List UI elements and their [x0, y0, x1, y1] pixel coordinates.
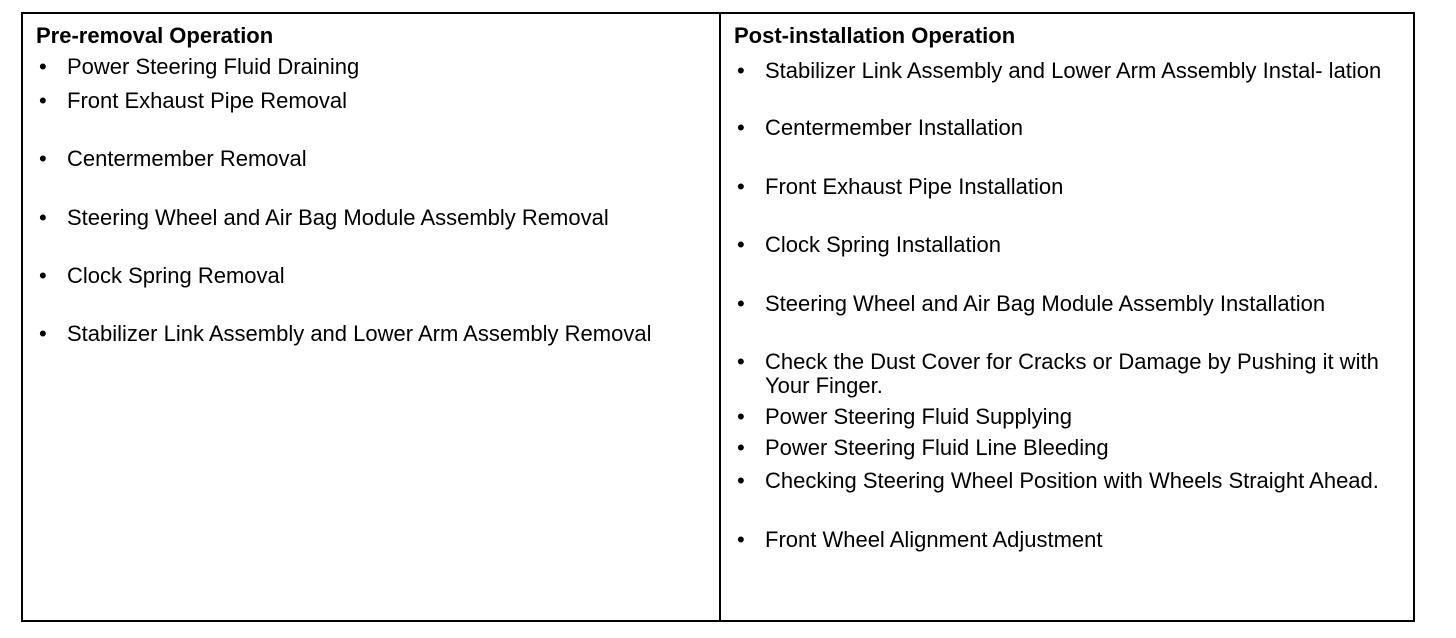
bullet-icon: •	[737, 349, 745, 374]
bullet-icon: •	[737, 115, 745, 140]
list-item	[734, 175, 1406, 199]
list-item	[36, 55, 706, 79]
list-item-text: Clock Spring Removal	[67, 263, 285, 288]
column-divider	[719, 14, 721, 620]
list-item-text: Centermember Removal	[67, 146, 307, 171]
list-item	[734, 528, 1406, 552]
list-item	[36, 206, 706, 230]
bullet-icon: •	[737, 468, 745, 493]
bullet-icon: •	[39, 263, 47, 288]
list-item-text: Clock Spring Installation	[765, 232, 1002, 257]
list-item	[734, 350, 1399, 398]
list-item	[36, 147, 706, 171]
list-item	[734, 405, 1406, 429]
bullet-icon: •	[737, 174, 745, 199]
bullet-icon: •	[737, 58, 745, 83]
bullet-icon: •	[737, 232, 745, 257]
list-item	[734, 436, 1406, 460]
list-item-text: Steering Wheel and Air Bag Module Assembly Installation	[765, 291, 1326, 316]
list-item-text: Stabilizer Link Assembly and Lower Arm Assembly Removal	[67, 321, 652, 346]
list-item	[36, 264, 706, 288]
bullet-icon: •	[39, 146, 47, 171]
list-item	[734, 233, 1406, 257]
bullet-icon: •	[39, 54, 47, 79]
list-item-text: Front Exhaust Pipe Installation	[765, 174, 1064, 199]
bullet-icon: •	[39, 88, 47, 113]
list-item	[734, 469, 1384, 493]
bullet-icon: •	[737, 527, 745, 552]
list-item	[36, 89, 706, 113]
bullet-icon: •	[737, 435, 745, 460]
list-item-text: Centermember Installation	[765, 115, 1024, 140]
post-installation-heading: Post-installation Operation	[734, 23, 1016, 48]
list-item-text: Front Wheel Alignment Adjustment	[765, 527, 1103, 552]
bullet-icon: •	[39, 321, 47, 346]
list-item-text: Checking Steering Wheel Position with Wheels Straight Ahead.	[765, 468, 1379, 493]
list-item	[734, 116, 1406, 140]
list-item	[36, 322, 656, 346]
list-item-text: Front Exhaust Pipe Removal	[67, 88, 348, 113]
bullet-icon: •	[737, 404, 745, 429]
list-item-text: Check the Dust Cover for Cracks or Damage by Pushing it with Your Finger.	[765, 349, 1379, 398]
list-item-text: Stabilizer Link Assembly and Lower Arm Assembly Instal- lation	[765, 58, 1382, 83]
list-item-text: Steering Wheel and Air Bag Module Assembly Removal	[67, 205, 609, 230]
bullet-icon: •	[737, 291, 745, 316]
list-item-text: Power Steering Fluid Supplying	[765, 404, 1072, 429]
list-item-text: Power Steering Fluid Draining	[67, 54, 360, 79]
pre-removal-heading: Pre-removal Operation	[36, 23, 274, 48]
list-item	[734, 292, 1406, 316]
operation-table	[21, 12, 1415, 622]
bullet-icon: •	[39, 205, 47, 230]
list-item	[734, 59, 1394, 83]
list-item-text: Power Steering Fluid Line Bleeding	[765, 435, 1109, 460]
